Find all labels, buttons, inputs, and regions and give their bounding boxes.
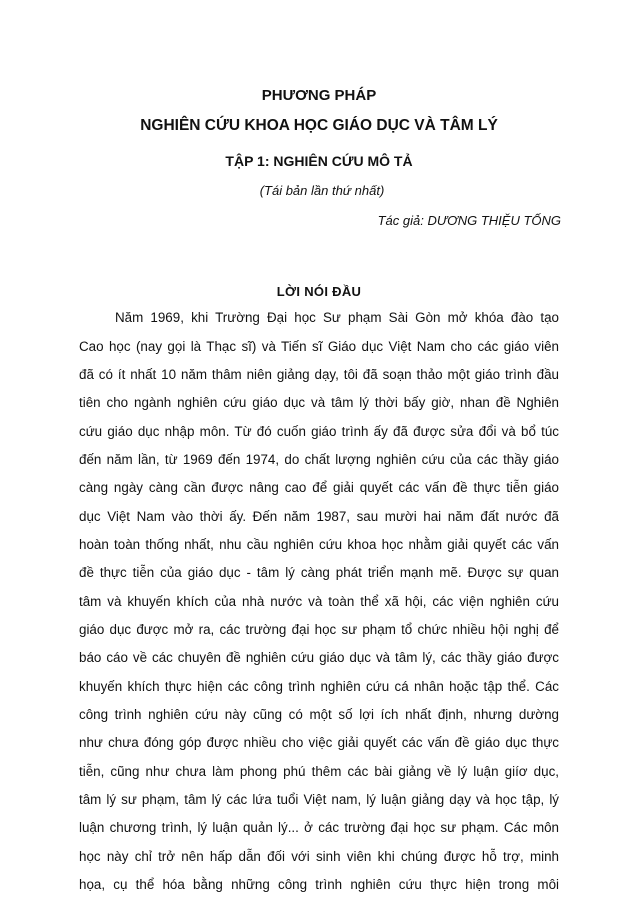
title-line-2: NGHIÊN CỨU KHOA HỌC GIÁO DỤC VÀ TÂM LÝ xyxy=(140,117,498,134)
preface-line: tiên cho ngành nghiên cứu giáo dục và tâm lý thời bấy giờ, nhan đề Nghiên xyxy=(79,395,559,410)
preface-line: học này chỉ trở nên hấp dẫn đối với sinh viên khi chúng được hỗ trợ, minh xyxy=(79,849,559,864)
preface-line: đã có ít nhất 10 năm thâm niên giảng dạy, tôi đã soạn thảo một giáo trình đầu xyxy=(79,367,559,382)
preface-line: Cao học (nay gọi là Thạc sĩ) và Tiến sĩ Giáo dục Việt Nam cho các giáo viên xyxy=(79,339,559,354)
preface-line: cứu giáo dục nhập môn. Từ đó cuốn giáo trình ấy đã được sửa đổi và bổ túc xyxy=(79,424,559,439)
preface-line: đến năm lần, từ 1969 đến 1974, do chất lượng nghiên cứu của các thầy giáo xyxy=(79,452,559,467)
preface-line: họa, cụ thể hóa bằng những công trình nghiên cứu thực hiện trong môi xyxy=(79,877,559,892)
preface-line: dục Việt Nam vào thời ấy. Đến năm 1987, sau mười hai năm đất nước đã xyxy=(79,509,559,524)
title-line-1: PHƯƠNG PHÁP xyxy=(261,87,377,104)
preface-line: công trình nghiên cứu này cũng có một số lợi ích nhất định, nhưng dường xyxy=(79,707,559,722)
preface-line: khuyến khích thực hiện các công trình nghiên cứu cá nhân hoặc tập thể. Các xyxy=(79,679,559,694)
preface-heading: LỜI NÓI ĐẦU xyxy=(276,284,362,299)
preface-line: Năm 1969, khi Trường Đại học Sư phạm Sài Gòn mở khóa đào tạo xyxy=(115,310,559,325)
preface-line: báo cáo về các chuyên đề nghiên cứu giáo dục và tâm lý, các thầy giáo được xyxy=(79,650,559,665)
preface-line: tâm lý sư phạm, tâm lý các lứa tuổi Việt nam, lý luận giảng dạy và học tập, lý xyxy=(79,792,559,807)
preface-line: tiễn, cũng như chưa làm phong phú thêm các bài giảng về lý luận giíơ dục, xyxy=(79,764,559,779)
preface-line: luận chương trình, lý luận quản lý... ở các trường đại học sư phạm. Các môn xyxy=(79,820,559,835)
preface-line: giáo dục được mở ra, các trường đại học sư phạm tổ chức nhiều hội nghị để xyxy=(79,622,559,637)
preface-line: đề thực tiễn của giáo dục - tâm lý càng phát triển mạnh mẽ. Được sự quan xyxy=(79,565,559,580)
preface-line: như chưa đóng góp được nhiều cho việc giải quyết các vấn đề giáo dục thực xyxy=(79,735,559,750)
preface-line: tâm và khuyến khích của nhà nước và toàn thể xã hội, các viện nghiên cứu xyxy=(79,594,559,609)
preface-line: hoàn toàn thống nhất, nhu cầu nghiên cứu khoa học nhằm giải quyết các vấn xyxy=(79,537,559,552)
preface-line: càng ngày càng cần được nâng cao để giải quyết các vấn đề thực tiễn giáo xyxy=(79,480,559,495)
volume-title: TẬP 1: NGHIÊN CỨU MÔ TẢ xyxy=(225,153,413,169)
edition-note: (Tái bản lần thứ nhất) xyxy=(259,183,385,198)
author-line: Tác giả: DƯƠNG THIỆU TỐNG xyxy=(377,213,561,228)
